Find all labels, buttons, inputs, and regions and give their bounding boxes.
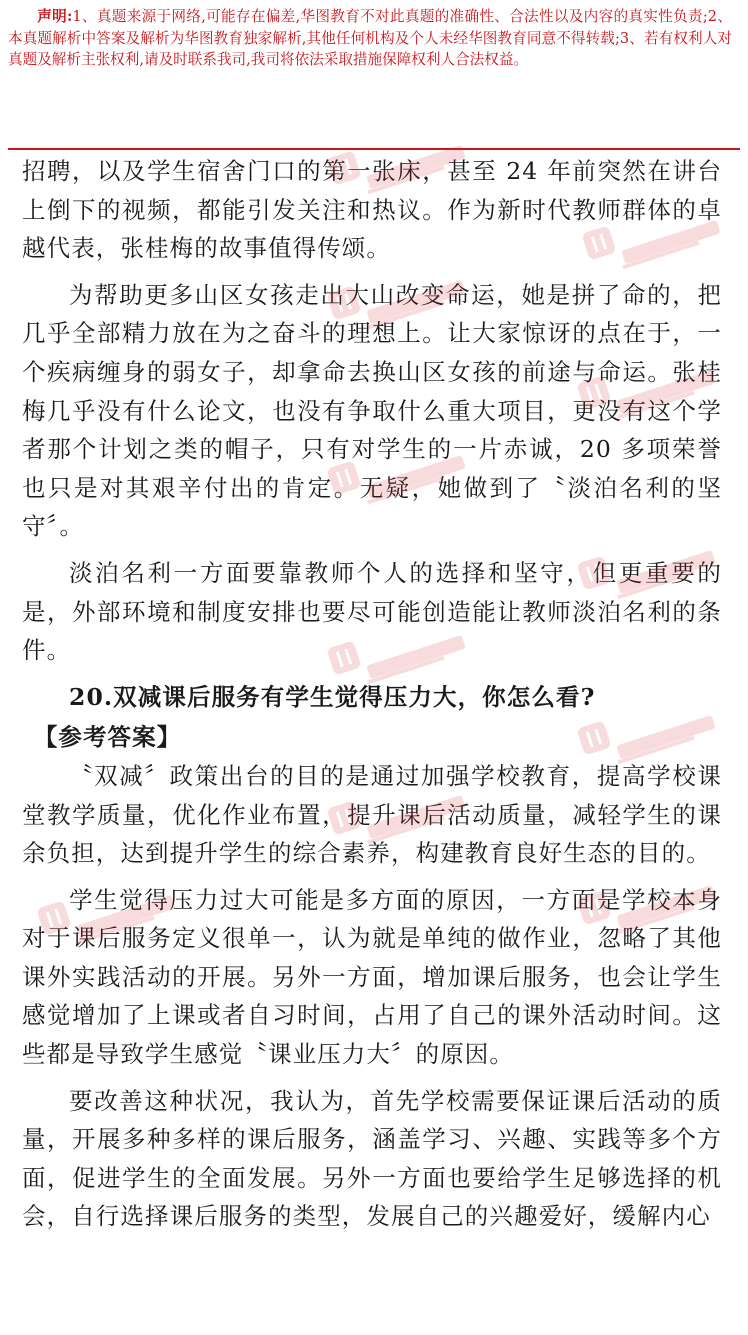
disclaimer-lead: 声明: xyxy=(37,8,73,25)
answer-paragraph: 〝双减〞政策出台的目的是通过加强学校教育，提高学校课堂教学质量，优化作业布置，提升课后活动质量，减轻学生的课余负担，达到提升学生的综合素养，构建教育良好生态的目的。 xyxy=(22,761,722,868)
answer-paragraph: 要改善这种状况，我认为，首先学校需要保证课后活动的质量，开展多种多样的课后服务，涵盖学习、兴趣、实践等多个方面，促进学生的全面发展。另外一方面也要给学生足够选择的机会，自行选择课后服务的类型，发展自己的兴趣爱好，缓解内心 xyxy=(22,1086,722,1231)
answer-paragraph: 学生觉得压力过大可能是多方面的原因，一方面是学校本身对于课后服务定义很单一，认为就是单纯的做作业，忽略了其他课外实践活动的开展。另外一方面，增加课后服务，也会让学生感觉增加了上课或者自习时间，占用了自己的课外活动时间。这些都是导致学生感觉〝课业压力大〞的原因。 xyxy=(22,885,722,1069)
answer-heading: 【参考答案】 xyxy=(33,723,182,752)
paragraph: 淡泊名利一方面要靠教师个人的选择和坚守，但更重要的是，外部环境和制度安排也要尽可能创造能让教师淡泊名利的条件。 xyxy=(22,558,722,665)
paragraph: 为帮助更多山区女孩走出大山改变命运，她是拼了命的，把几乎全部精力放在为之奋斗的理想上。让大家惊讶的点在于，一个疾病缠身的弱女子，却拿命去换山区女孩的前途与命运。张桂梅几乎没有什么论文，也没有争取什么重大项目，更没有这个学者那个计划之类的帽子，只有对学生的一片赤诚，20 多项荣誉也只是对其艰辛付出的肯定。无疑，她做到了〝淡泊名利的坚守〞。 xyxy=(22,280,722,541)
disclaimer-body: 1、真题来源于网络,可能存在偏差,华图教育不对此真题的准确性、合法性以及内容的真实性负责;2、本真题解析中答案及解析为华图教育独家解析,其他任何机构及个人未经华图教育同意不得转载;3、若有权利人对真题及解析主张权利,请及时联系我司,我司将依法采取措施保障权利人合法权益。 xyxy=(8,8,732,68)
document-body xyxy=(22,152,722,1244)
header-divider xyxy=(8,148,740,150)
paragraph-continued: 招聘，以及学生宿舍门口的第一张床，甚至 24 年前突然在讲台上倒下的视频，都能引发关注和热议。作为新时代教师群体的卓越代表，张桂梅的故事值得传颂。 xyxy=(22,157,722,263)
question-heading: 20.双减课后服务有学生觉得压力大，你怎么看? xyxy=(69,682,596,711)
disclaimer xyxy=(8,6,732,77)
